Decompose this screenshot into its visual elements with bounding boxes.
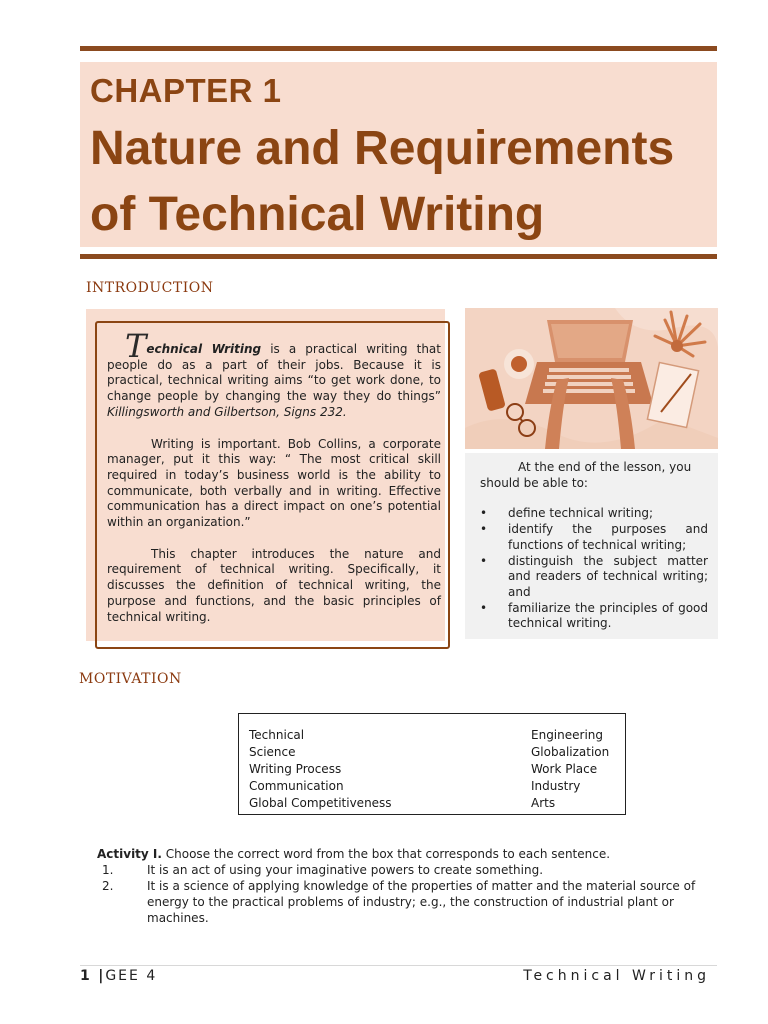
- footer-rule: [80, 965, 717, 966]
- coffee-cup-icon: [504, 349, 534, 379]
- bullet-icon: •: [480, 506, 488, 521]
- footer-subject: Technical Writing: [523, 968, 710, 984]
- activity-instruction: Activity I. Choose the correct word from the box that corresponds to each sentence.: [97, 847, 611, 861]
- objectives-intro: At the end of the lesson, you should be able to:: [480, 460, 692, 490]
- word-item: Technical: [249, 728, 305, 742]
- word-column-right: [531, 727, 609, 812]
- word-item: Work Place: [531, 762, 598, 776]
- intro-paragraph-1-body: is a practical writing that people do as a part of their jobs. Because it is practical, technical writing aims “to get work done, to change people by changing the way they do things”: [107, 342, 441, 404]
- footer-separator: |: [98, 968, 106, 984]
- word-item: Engineering: [531, 728, 603, 742]
- intro-paragraph-2: Writing is important. Bob Collins, a corporate manager, put it this way: “ The most critical skill required in today’s business world is the ability to communicate, both verbally and in writing. Effective communication has a direct impact on one’s potential within an organization.”: [107, 436, 441, 530]
- intro-citation: Killingsworth and Gilbertson, Signs 232.: [107, 404, 347, 419]
- objectives-list: [480, 506, 708, 632]
- word-item: Arts: [531, 796, 556, 810]
- word-item: Writing Process: [249, 762, 342, 776]
- bullet-icon: •: [480, 522, 488, 537]
- top-rule: [80, 46, 717, 51]
- technical-writing-term: echnical Writing: [146, 342, 262, 356]
- chapter-label: CHAPTER 1: [90, 72, 282, 109]
- word-item: Communication: [249, 779, 344, 793]
- page-number: 1: [80, 968, 92, 984]
- objective-item: • distinguish the subject matter and readers of technical writing; and: [480, 553, 708, 599]
- bullet-icon: •: [480, 600, 488, 615]
- activity-label: Activity I.: [97, 847, 162, 861]
- drop-cap: T: [125, 327, 147, 365]
- item-number: 2.: [102, 879, 114, 893]
- word-item: Globalization: [531, 745, 610, 759]
- bullet-icon: •: [480, 553, 488, 568]
- bottom-rule: [80, 254, 717, 259]
- activity-section: [97, 846, 709, 926]
- activity-item: 1. It is an act of using your imaginative powers to create something.: [102, 863, 544, 877]
- motivation-heading: MOTIVATION: [79, 671, 182, 687]
- word-item: Science: [249, 745, 296, 759]
- word-column-left: [249, 727, 392, 812]
- objectives-text: [480, 460, 708, 632]
- chapter-title: Nature and Requirements of Technical Writing: [90, 122, 675, 241]
- item-number: 1.: [102, 863, 114, 877]
- laptop-desk-photo: [465, 308, 718, 449]
- word-item: Global Competitiveness: [249, 796, 392, 810]
- word-item: Industry: [531, 779, 581, 793]
- activity-item: 2. It is a science of applying knowledge of the properties of matter and the material source of energy to the practical problems of industry; e.g., the construction of industrial plant or machines.: [102, 879, 696, 925]
- introduction-text: [107, 327, 441, 625]
- activity-list: [97, 862, 709, 926]
- objective-item: • identify the purposes and functions of technical writing;: [480, 522, 708, 552]
- introduction-heading: INTRODUCTION: [86, 280, 214, 296]
- intro-paragraph-1: [107, 327, 441, 421]
- word-box: [238, 713, 626, 815]
- footer-left: [80, 968, 157, 984]
- course-code: GEE 4: [105, 968, 158, 984]
- objective-item: • define technical writing;: [480, 506, 654, 521]
- intro-paragraph-3: This chapter introduces the nature and requirement of technical writing. Specifically, it discusses the definition of technical writing, the purpose and functions, and the basic principles of technical writing.: [107, 546, 441, 624]
- objective-item: • familiarize the principles of good technical writing.: [480, 600, 708, 631]
